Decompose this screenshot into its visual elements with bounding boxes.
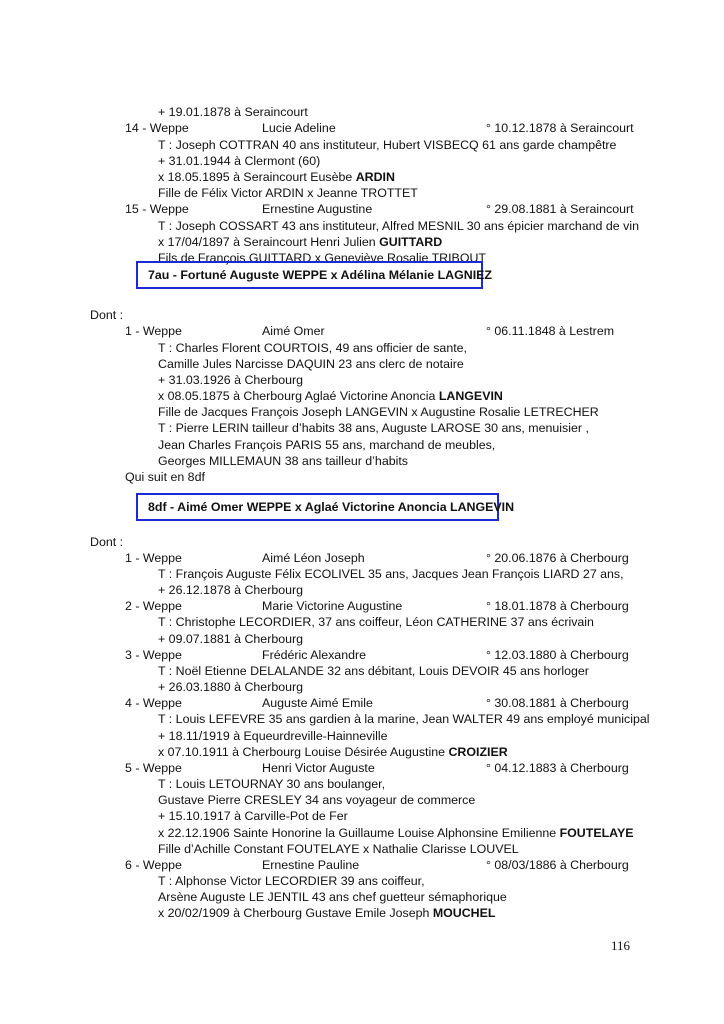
witness-line: T : Joseph COTTRAN 40 ans instituteur, Hubert VISBECQ 61 ans garde champêtre [158, 138, 617, 152]
spouse-surname: ARDIN [355, 170, 395, 184]
child-number: 5 - Weppe [125, 761, 182, 775]
witness-line: T : Christophe LECORDIER, 37 ans coiffeur, Léon CATHERINE 37 ans écrivain [158, 615, 594, 629]
witness-line: T : Pierre LERIN tailleur d’habits 38 ans, Auguste LAROSE 30 ans, menuisier , [158, 421, 589, 435]
witness-line: Arsène Auguste LE JENTIL 43 ans chef guetteur sémaphorique [158, 890, 507, 904]
child-first-names: Auguste Aimé Emile [262, 696, 373, 710]
birth-date: ° 04.12.1883 à Cherbourg [486, 761, 629, 775]
child-first-names: Ernestine Pauline [262, 858, 360, 872]
child-first-names: Lucie Adeline [262, 121, 336, 135]
witness-line: T : François Auguste Félix ECOLIVEL 35 ans, Jacques Jean François LIARD 27 ans, [158, 567, 624, 581]
child-number: 3 - Weppe [125, 648, 182, 662]
child-first-names: Aimé Omer [262, 324, 325, 338]
child-first-names: Ernestine Augustine [262, 202, 373, 216]
child-first-names: Frédéric Alexandre [262, 648, 366, 662]
spouse-surname: LANGEVIN [438, 389, 503, 403]
family-heading-box: 8df - Aimé Omer WEPPE x Aglaé Victorine Anoncia LANGEVIN [136, 493, 499, 521]
child-number: 2 - Weppe [125, 599, 182, 613]
witness-line: T : Joseph COSSART 43 ans instituteur, Alfred MESNIL 30 ans épicier marchand de vin [158, 219, 639, 233]
family-heading-box: 7au - Fortuné Auguste WEPPE x Adélina Mélanie LAGNIEZ [136, 261, 483, 289]
marriage-line: x 08.05.1875 à Cherbourg Aglaé Victorine Anoncia LANGEVIN [158, 389, 503, 403]
parents-line: Fils de François GUITTARD x Geneviève Rosalie TRIBOUT [158, 251, 486, 265]
death-line: + 26.12.1878 à Cherbourg [158, 583, 304, 597]
birth-date: ° 10.12.1878 à Seraincourt [486, 121, 634, 135]
parents-line: Fille de Félix Victor ARDIN x Jeanne TROTTET [158, 186, 418, 200]
death-line: + 31.01.1944 à Clermont (60) [158, 154, 321, 168]
witness-line: T : Louis LETOURNAY 30 ans boulanger, [158, 777, 386, 791]
death-line: + 31.03.1926 à Cherbourg [158, 373, 304, 387]
dont-label: Dont : [90, 308, 124, 322]
birth-date: ° 29.08.1881 à Seraincourt [486, 202, 634, 216]
witness-line: Jean Charles François PARIS 55 ans, marchand de meubles, [158, 438, 496, 452]
child-number: 4 - Weppe [125, 696, 182, 710]
birth-date: ° 06.11.1848 à Lestrem [486, 324, 615, 338]
witness-line: T : Louis LEFEVRE 35 ans gardien à la marine, Jean WALTER 49 ans employé municipal [158, 712, 650, 726]
page-number: 116 [611, 938, 631, 953]
marriage-line: x 20/02/1909 à Cherbourg Gustave Emile Joseph MOUCHEL [158, 906, 496, 920]
witness-line: Georges MILLEMAUN 38 ans tailleur d’habits [158, 454, 408, 468]
death-line: + 15.10.1917 à Carville-Pot de Fer [158, 809, 348, 823]
spouse-surname: FOUTELAYE [559, 826, 634, 840]
child-number: 6 - Weppe [125, 858, 182, 872]
witness-line: T : Charles Florent COURTOIS, 49 ans officier de sante, [158, 341, 467, 355]
death-line: + 18.11/1919 à Equeurdreville-Hainneville [158, 729, 388, 743]
child-first-names: Marie Victorine Augustine [262, 599, 403, 613]
witness-line: T : Noël Etienne DELALANDE 32 ans débitant, Louis DEVOIR 45 ans horloger [158, 664, 589, 678]
birth-date: ° 30.08.1881 à Cherbourg [486, 696, 629, 710]
death-line: + 09.07.1881 à Cherbourg [158, 632, 304, 646]
birth-date: ° 18.01.1878 à Cherbourg [486, 599, 629, 613]
witness-line: T : Alphonse Victor LECORDIER 39 ans coiffeur, [158, 874, 425, 888]
marriage-line: x 18.05.1895 à Seraincourt Eusèbe ARDIN [158, 170, 395, 184]
marriage-line: x 22.12.1906 Sainte Honorine la Guillaume Louise Alphonsine Emilienne FOUTELAYE [158, 826, 634, 840]
witness-line: Camille Jules Narcisse DAQUIN 23 ans clerc de notaire [158, 357, 464, 371]
parents-line: Fille d’Achille Constant FOUTELAYE x Nathalie Clarisse LOUVEL [158, 842, 519, 856]
child-first-names: Aimé Léon Joseph [262, 551, 365, 565]
spouse-surname: GUITTARD [379, 235, 443, 249]
birth-date: ° 20.06.1876 à Cherbourg [486, 551, 629, 565]
spouse-surname: CROIZIER [448, 745, 508, 759]
follow-reference: Qui suit en 8df [125, 470, 205, 484]
death-line: + 19.01.1878 à Seraincourt [158, 105, 308, 119]
marriage-line: x 07.10.1911 à Cherbourg Louise Désirée Augustine CROIZIER [158, 745, 508, 759]
child-number: 1 - Weppe [125, 551, 182, 565]
spouse-surname: MOUCHEL [432, 906, 496, 920]
child-number: 14 - Weppe [125, 121, 189, 135]
dont-label: Dont : [90, 535, 124, 549]
child-first-names: Henri Victor Auguste [262, 761, 375, 775]
birth-date: ° 12.03.1880 à Cherbourg [486, 648, 629, 662]
parents-line: Fille de Jacques François Joseph LANGEVIN x Augustine Rosalie LETRECHER [158, 405, 599, 419]
child-number: 1 - Weppe [125, 324, 182, 338]
witness-line: Gustave Pierre CRESLEY 34 ans voyageur de commerce [158, 793, 476, 807]
marriage-line: x 17/04/1897 à Seraincourt Henri Julien GUITTARD [158, 235, 443, 249]
birth-date: ° 08/03/1886 à Cherbourg [486, 858, 629, 872]
death-line: + 26.03.1880 à Cherbourg [158, 680, 304, 694]
child-number: 15 - Weppe [125, 202, 189, 216]
